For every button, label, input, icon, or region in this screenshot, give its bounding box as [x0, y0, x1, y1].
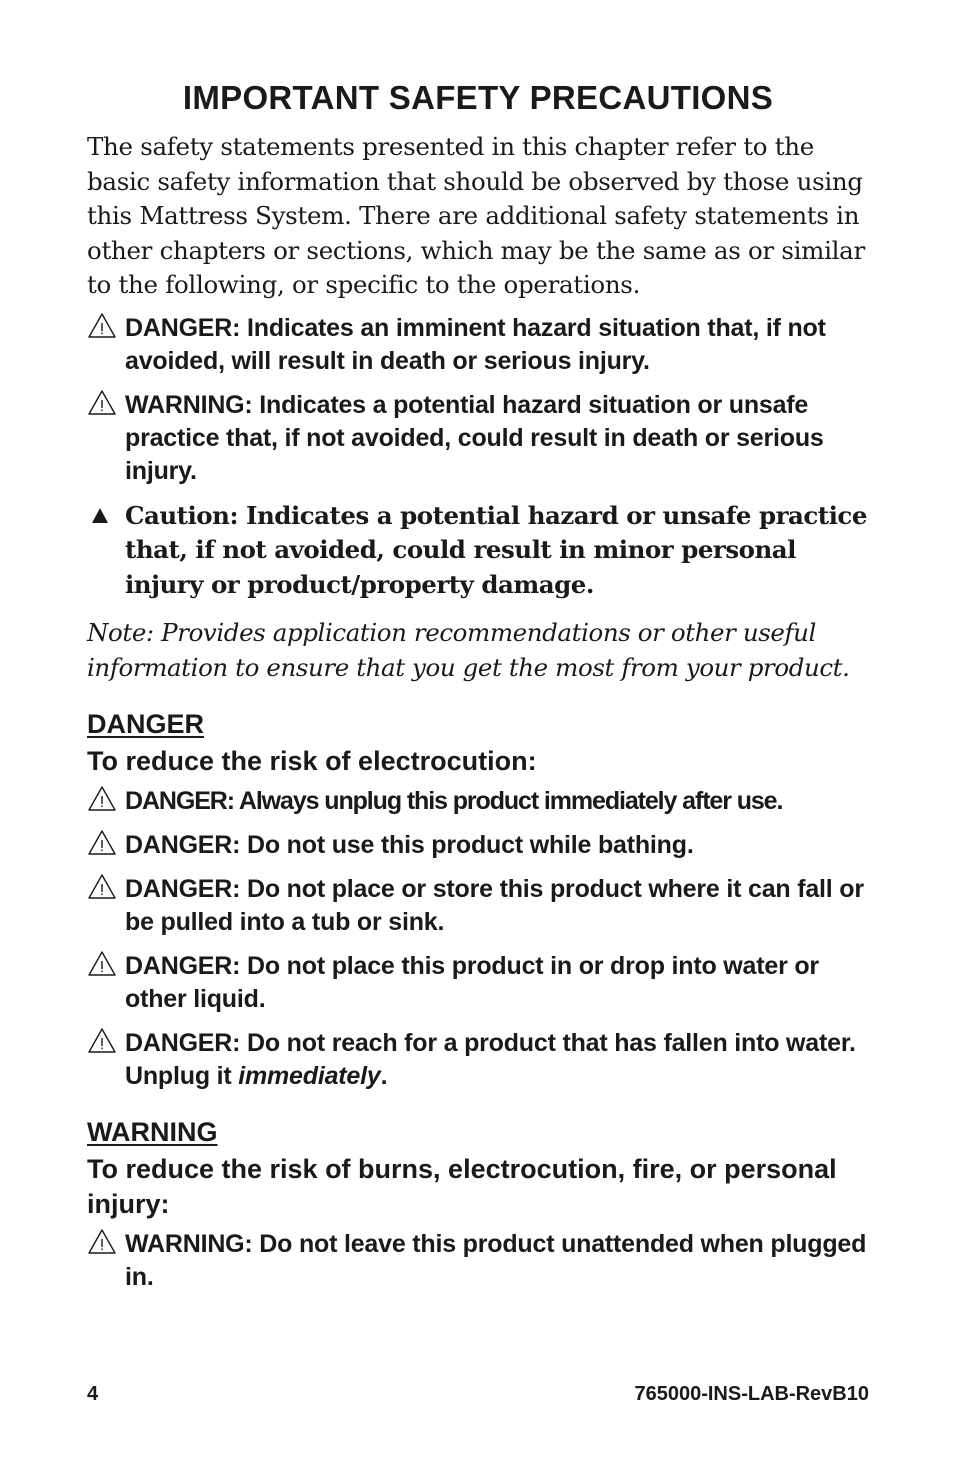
- danger-item: [87, 873, 869, 939]
- danger-item-text: [125, 1027, 869, 1093]
- warning-section-subheading: To reduce the risk of burns, electrocution, fire, or personal injury:: [87, 1153, 837, 1219]
- warning-triangle-icon: [87, 950, 125, 978]
- warning-triangle-icon: [87, 1027, 125, 1055]
- caution-triangle-icon: [87, 499, 125, 529]
- page-footer: [87, 1383, 869, 1406]
- danger-item-text: DANGER: Do not place or store this product where it can fall or be pulled into a tub or sink.: [125, 874, 864, 936]
- page-number: 4: [87, 1383, 99, 1405]
- danger-item-text-suffix: .: [380, 1061, 388, 1090]
- document-code: 765000-INS-LAB-RevB10: [634, 1383, 869, 1405]
- warning-triangle-icon: [87, 1228, 125, 1256]
- danger-item-text-prefix: DANGER: Do not reach for a product that has fallen into water. Unplug it: [125, 1028, 856, 1090]
- page-title: IMPORTANT SAFETY PRECAUTIONS: [182, 79, 774, 116]
- warning-section-heading: WARNING: [87, 1116, 218, 1147]
- danger-item: [87, 829, 869, 862]
- danger-item: [87, 950, 869, 1016]
- definition-warning-text: WARNING: Indicates a potential hazard situation or unsafe practice that, if not avoided, could result in death or serious injury.: [125, 390, 824, 485]
- note-paragraph: Note: Provides application recommendations or other useful information to ensure that you get the most from your product.: [87, 618, 850, 683]
- definition-warning: [87, 389, 869, 488]
- warning-triangle-icon: [87, 389, 125, 417]
- warning-item: [87, 1228, 869, 1294]
- warning-triangle-icon: [87, 873, 125, 901]
- intro-paragraph: The safety statements presented in this chapter refer to the basic safety information that should be observed by those using this Mattress System. There are additional safety statements in other chapters or sections, which may be the same as or similar to the following, or specific to the operations.: [87, 132, 865, 300]
- warning-triangle-icon: [87, 312, 125, 340]
- danger-item: [87, 1027, 869, 1093]
- definition-caution-text: Caution: Indicates a potential hazard or unsafe practice that, if not avoided, could result in minor personal injury or product/property damage.: [125, 500, 867, 599]
- warning-triangle-icon: [87, 785, 125, 813]
- definition-danger: [87, 312, 869, 378]
- danger-item-emphasis: immediately: [238, 1061, 381, 1090]
- danger-item-text: DANGER: Do not use this product while bathing.: [125, 830, 694, 859]
- warning-item-text: WARNING: Do not leave this product unattended when plugged in.: [125, 1229, 867, 1291]
- danger-section-heading: DANGER: [87, 708, 205, 739]
- danger-section-subheading: To reduce the risk of electrocution:: [87, 745, 537, 776]
- document-page: [87, 76, 869, 1305]
- danger-item: [87, 785, 869, 818]
- danger-item-text: DANGER: Always unplug this product immediately after use.: [125, 786, 783, 815]
- definition-danger-text: DANGER: Indicates an imminent hazard situation that, if not avoided, will result in death or serious injury.: [125, 313, 826, 375]
- definition-caution: [87, 499, 869, 603]
- warning-triangle-icon: [87, 829, 125, 857]
- danger-item-text: DANGER: Do not place this product in or drop into water or other liquid.: [125, 951, 819, 1013]
